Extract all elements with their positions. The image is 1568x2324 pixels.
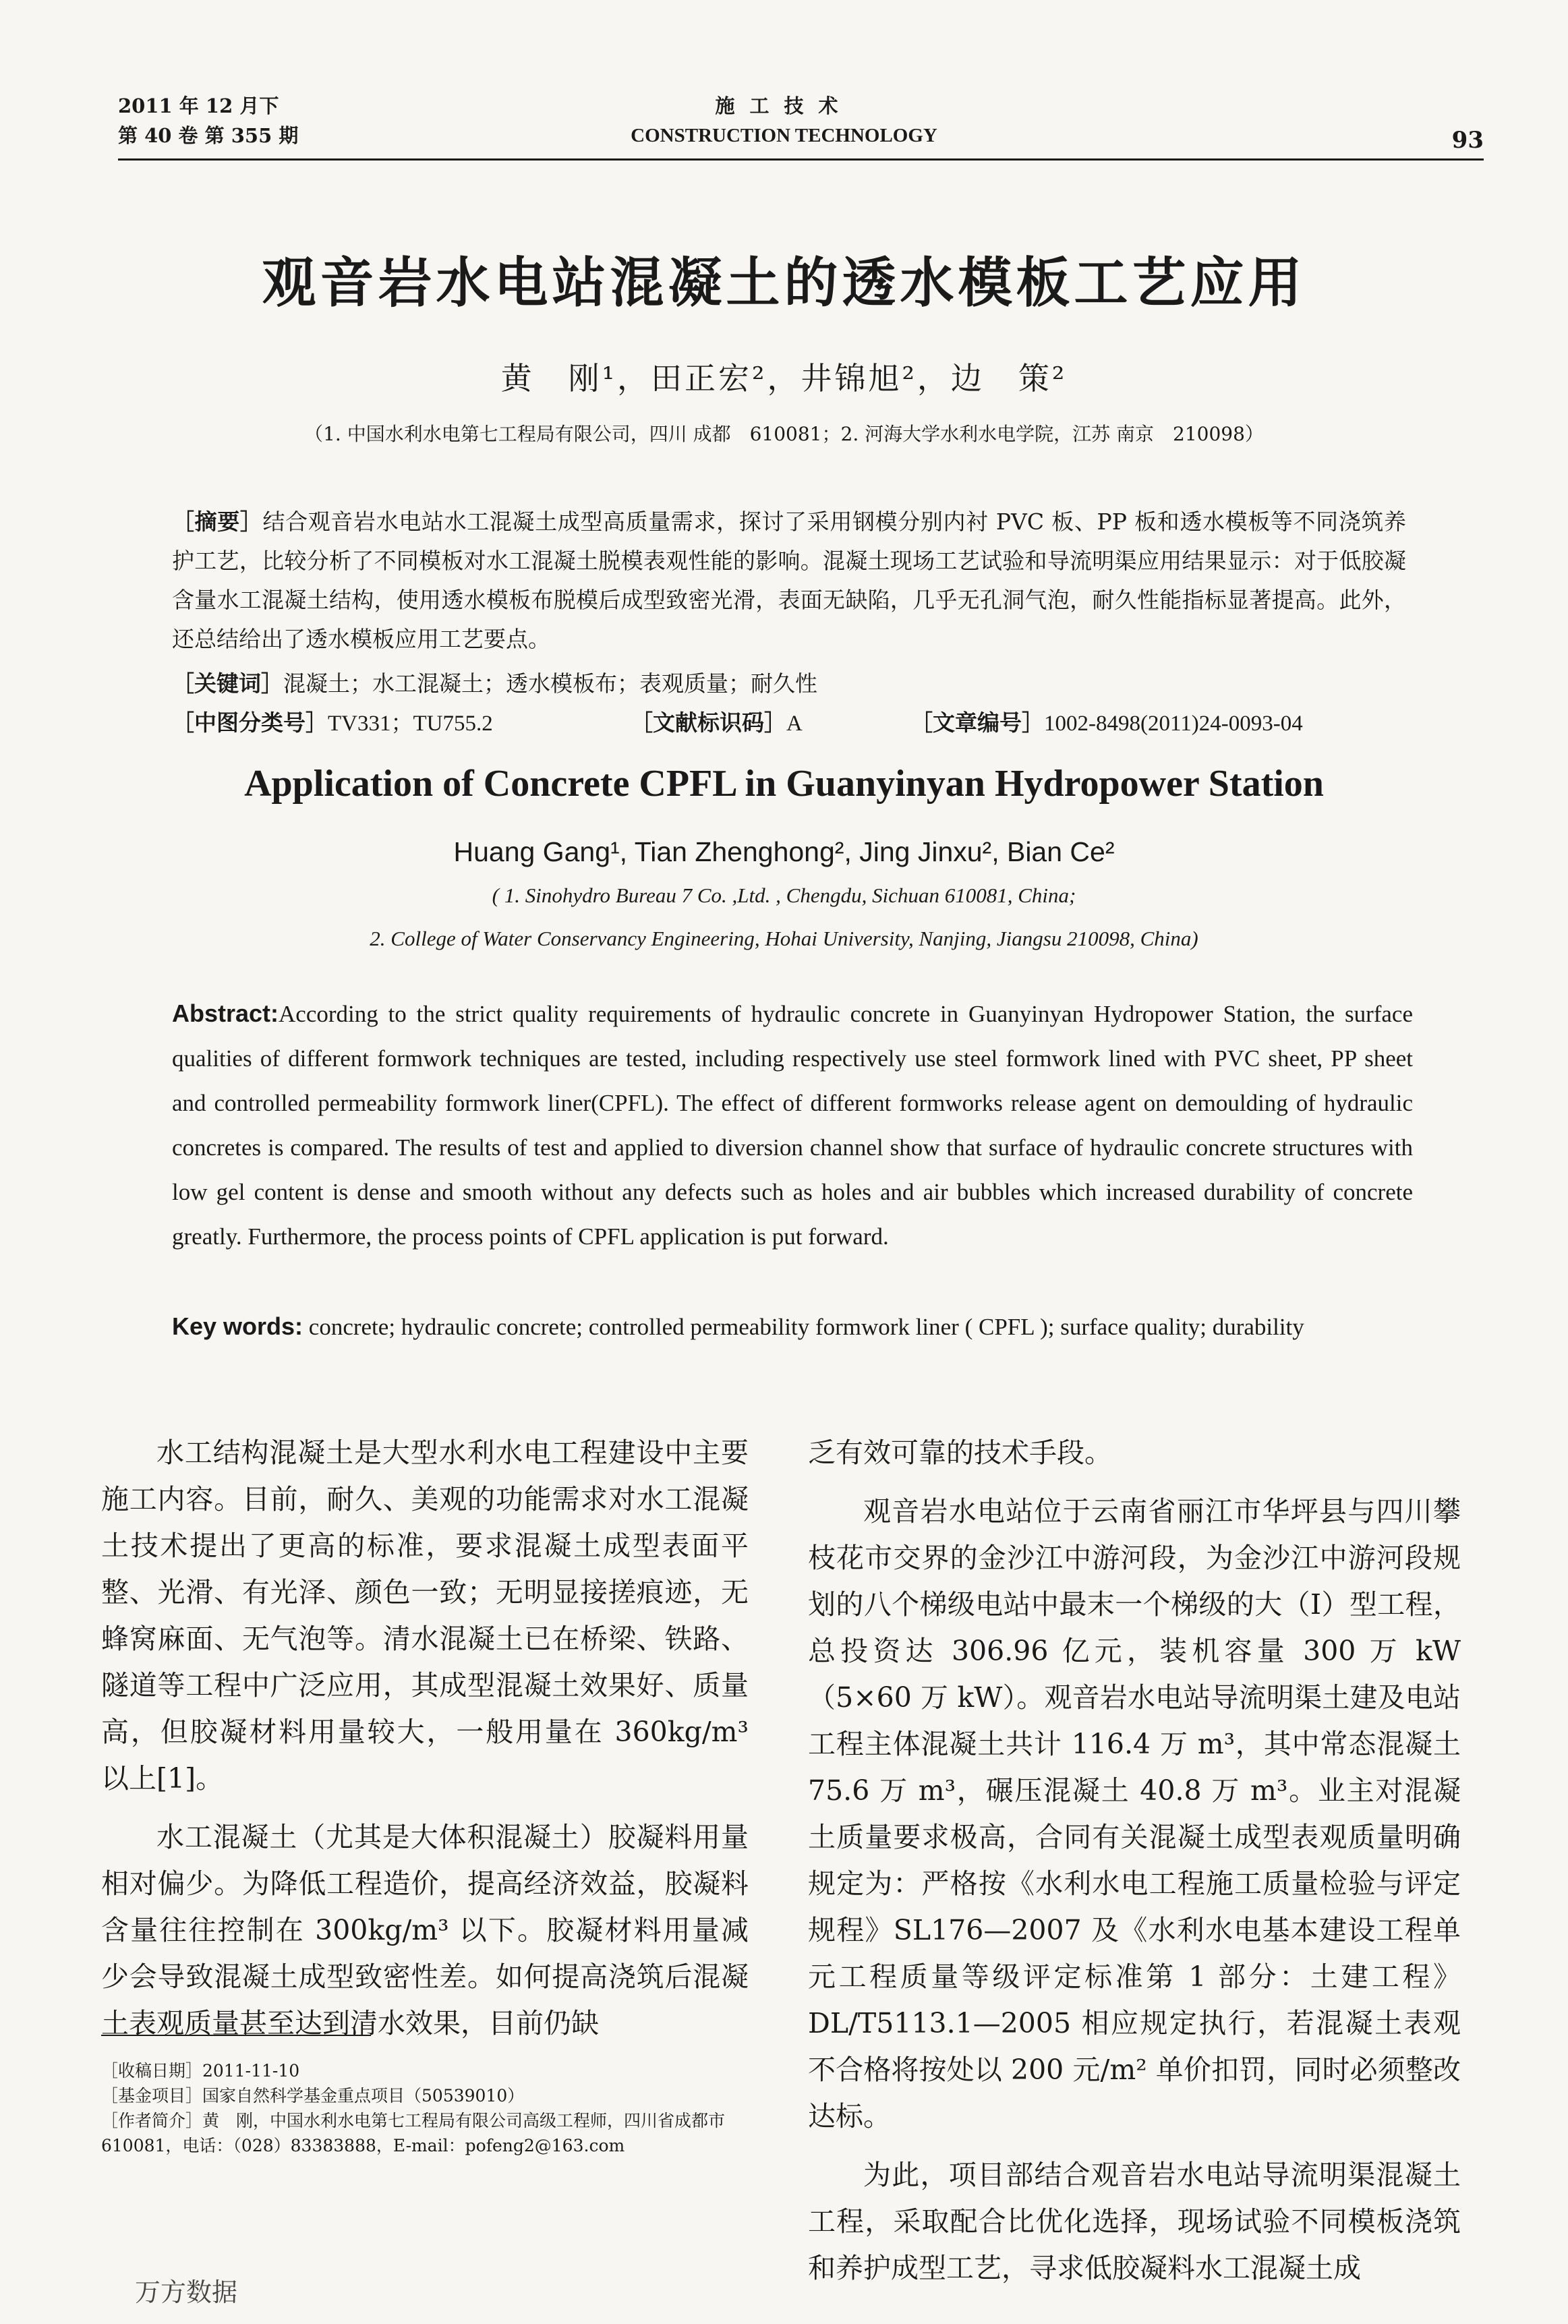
abstract-cn-label: ［摘要］	[172, 509, 263, 535]
page-number: 93	[1451, 127, 1484, 154]
clc-code	[172, 709, 493, 736]
keywords-cn-text: 混凝土；水工混凝土；透水模板布；表观质量；耐久性	[283, 670, 817, 697]
footnotes	[101, 2058, 749, 2158]
body-paragraph: 为此，项目部结合观音岩水电站导流明渠混凝土工程，采取配合比优化选择，现场试验不同模板浇筑和养护成型工艺，寻求低胶凝料水工混凝土成	[808, 2159, 1461, 2284]
journal-name-cn: 施工技术	[715, 94, 853, 117]
body-column-left	[101, 1430, 749, 2047]
header-rule	[118, 158, 1484, 161]
authors-en: Huang Gang¹, Tian Zhenghong², Jing Jinxu², Bian Ce²	[453, 836, 1115, 867]
journal-name-en: CONSTRUCTION TECHNOLOGY	[631, 125, 937, 146]
doc-label: ［文献标识码］	[631, 709, 786, 736]
journal-name	[0, 91, 1568, 150]
keywords-cn	[172, 664, 1406, 703]
paper-title-en: Application of Concrete CPFL in Guanyinyan Hydropower Station	[244, 763, 1324, 805]
paper-title-cn: 观音岩水电站混凝土的透水模板工艺应用	[262, 251, 1306, 314]
issue-date: 2011 年 12 月下	[118, 94, 279, 117]
body-paragraph: 观音岩水电站位于云南省丽江市华坪县与四川攀枝花市交界的金沙江中游河段，为金沙江中游河段规划的八个梯级电站中最末一个梯级的大（Ⅰ）型工程，总投资达 306.96 亿元，装机容量 300 万 kW（5×60 万 kW）。观音岩水电站导流明渠土建及电站工程主体混凝土共计 116.4 万 m³，其中常态混凝土 75.6 万 m³，碾压混凝土 40.8 万 m³。业主对混凝土质量要求极高，合同有关混凝土成型表观质量明确规定为：严格按《水利水电工程施工质量检验与评定规程》SL176—2007 及《水利水电基本建设工程单元工程质量等级评定标准第 1 部分：土建工程》DL/T5113.1—2005 相应规定执行，若混凝土表观不合格将按处以 200 元/m² 单价扣罚，同时必须整改达标。	[808, 1495, 1461, 2132]
article-code	[910, 703, 1303, 743]
article-label: ［文章编号］	[910, 709, 1044, 736]
body-paragraph: 水工结构混凝土是大型水利水电工程建设中主要施工内容。目前，耐久、美观的功能需求对水工混凝土技术提出了更高的标准，要求混凝土成型表面平整、光滑、有光泽、颜色一致；无明显接搓痕迹，无蜂窝麻面、无气泡等。清水混凝土已在桥梁、铁路、隧道等工程中广泛应用，其成型混凝土效果好、质量高，但胶凝材料用量较大，一般用量在 360kg/m³ 以上[1]。	[101, 1436, 749, 1795]
abstract-cn	[172, 502, 1406, 659]
doc-code	[631, 703, 803, 743]
clc-label: ［中图分类号］	[172, 709, 328, 736]
footnote-author: ［作者简介］黄 刚，中国水利水电第七工程局有限公司高级工程师，四川省成都市 610081，电话：（028）83383888，E-mail：pofeng2@163.com	[101, 2111, 743, 2155]
abstract-en	[172, 991, 1413, 1259]
keywords-en-label: Key words:	[172, 1312, 303, 1340]
affiliation-cn: （1. 中国水利水电第七工程局有限公司，四川 成都 610081；2. 河海大学水利水电学院，江苏 南京 210098）	[304, 423, 1264, 445]
keywords-en-text: concrete; hydraulic concrete; controlled permeability formwork liner ( CPFL ); surface quality; durability	[308, 1314, 1304, 1340]
footnote-received: ［收稿日期］2011-11-10	[101, 2061, 300, 2081]
body-column-right	[808, 1430, 1461, 2292]
clc-value: TV331；TU755.2	[328, 711, 493, 736]
affiliation-en-2: 2. College of Water Conservancy Engineering, Hohai University, Nanjing, Jiangsu 210098, China)	[370, 927, 1198, 950]
classification-row	[172, 703, 1406, 743]
abstract-cn-text: 结合观音岩水电站水工混凝土成型高质量需求，探讨了采用钢模分别内衬 PVC 板、PP 板和透水模板等不同浇筑养护工艺，比较分析了不同模板对水工混凝土脱模表观性能的影响。混凝土现场工艺试验和导流明渠应用结果显示：对于低胶凝含量水工混凝土结构，使用透水模板布脱模后成型致密光滑，表面无缺陷，几乎无孔洞气泡，耐久性能指标显著提高。此外，还总结给出了透水模板应用工艺要点。	[172, 509, 1406, 652]
affiliation-en-1: ( 1. Sinohydro Bureau 7 Co. ,Ltd. , Chengdu, Sichuan 610081, China;	[492, 883, 1076, 907]
abstract-en-text: According to the strict quality requirements of hydraulic concrete in Guanyinyan Hydropower Station, the surface qualities of different formwork techniques are tested, including respectively use steel formwork lined with PVC sheet, PP sheet and controlled permeability formwork liner(CPFL). The effect of different formworks release agent on demoulding of hydraulic concretes is compared. The results of test and applied to diversion channel show that surface of hydraulic concrete structures with low gel content is dense and smooth without any defects such as holes and air bubbles which increased durability of concrete greatly. Furthermore, the process points of CPFL application is put forward.	[172, 1001, 1413, 1250]
keywords-cn-label: ［关键词］	[172, 670, 283, 697]
authors-cn: 黄 刚¹，田正宏²，井锦旭²，边 策²	[500, 360, 1068, 397]
watermark: 万方数据	[135, 2277, 238, 2307]
body-paragraph: 水工混凝土（尤其是大体积混凝土）胶凝料用量相对偏少。为降低工程造价，提高经济效益，胶凝料含量往往控制在 300kg/m³ 以下。胶凝材料用量减少会导致混凝土成型致密性差。如何提高浇筑后混凝土表观质量甚至达到清水效果，目前仍缺	[101, 1821, 749, 2039]
article-value: 1002-8498(2011)24-0093-04	[1044, 711, 1303, 736]
footnote-rule	[101, 2035, 371, 2036]
footnote-fund: ［基金项目］国家自然科学基金重点项目（50539010）	[101, 2086, 525, 2105]
doc-value: A	[786, 711, 803, 736]
abstract-en-label: Abstract:	[172, 999, 279, 1027]
issue-volume: 第 40 卷 第 355 期	[118, 124, 299, 147]
keywords-en	[172, 1305, 1413, 1349]
body-paragraph: 乏有效可靠的技术手段。	[808, 1436, 1112, 1469]
